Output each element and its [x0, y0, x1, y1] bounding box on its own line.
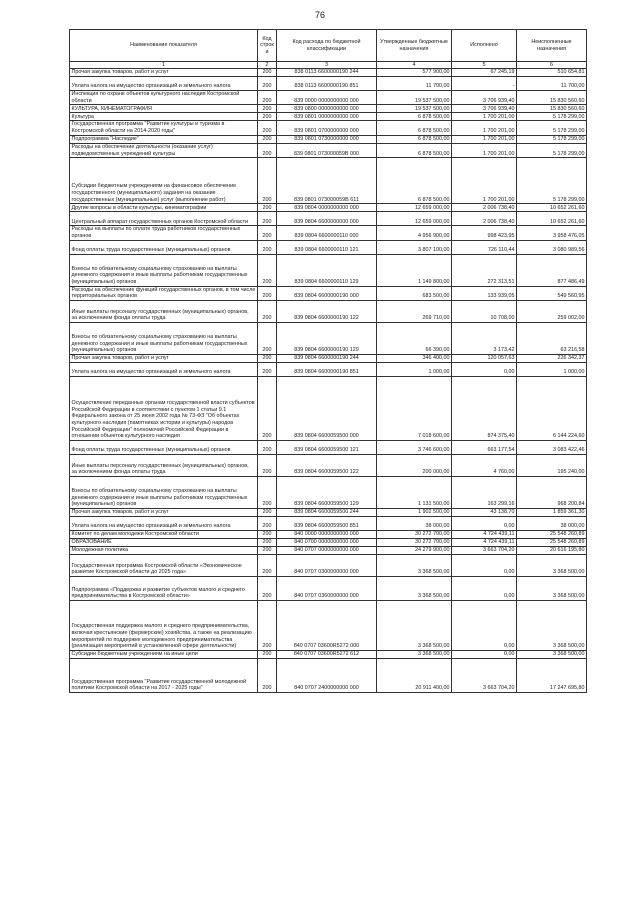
approved-amount-cell: 3 746 600,00 — [377, 441, 452, 455]
budget-classification-cell: 839 0804 6600000190 122 — [277, 301, 377, 323]
table-row — [70, 517, 587, 531]
column-number: 1 — [70, 62, 258, 69]
remaining-amount-cell: 63 216,58 — [517, 323, 587, 355]
budget-classification-cell: 840 0700 0000000000 000 — [277, 539, 377, 547]
indicator-name-cell: Иные выплаты персоналу государственных (муниципальных) органов, за исключением фонда оплаты труда — [70, 455, 258, 477]
table-row — [70, 204, 587, 212]
indicator-name-cell: Подпрограмма "Наследие" — [70, 135, 258, 143]
table-row — [70, 121, 587, 135]
executed-amount-cell: 0,00 — [452, 601, 517, 651]
row-code-cell: 200 — [258, 240, 277, 254]
remaining-amount-cell: 5 178 299,00 — [517, 121, 587, 135]
executed-amount-cell: 1 700 201,00 — [452, 135, 517, 143]
indicator-name-cell: Государственная программа Костромской области «Экономическое развитие Костромской области до 2025 года» — [70, 555, 258, 577]
row-code-cell: 200 — [258, 212, 277, 226]
row-code-cell: 200 — [258, 441, 277, 455]
indicator-name-cell: Государственная программа "Развитие государственной молодежной политики Костромской области на 2017 - 2025 годы" — [70, 659, 258, 693]
remaining-amount-cell: 5 178 299,00 — [517, 113, 587, 121]
approved-amount-cell: 12 659 000,00 — [377, 204, 452, 212]
column-number: 2 — [258, 62, 277, 69]
remaining-amount-cell: 5 178 299,00 — [517, 158, 587, 204]
row-code-cell: 200 — [258, 323, 277, 355]
row-code-cell: 200 — [258, 363, 277, 377]
row-code-cell: 200 — [258, 226, 277, 240]
row-code-cell: 200 — [258, 135, 277, 143]
table-row — [70, 113, 587, 121]
row-code-cell: 200 — [258, 377, 277, 441]
indicator-name-cell: Расходы на обеспечение функций государственных органов, в том числе территориальных органов — [70, 286, 258, 300]
row-code-cell: 200 — [258, 69, 277, 77]
indicator-name-cell: Взносы по обязательному социальному страхованию на выплаты денежного содержания и иные выплаты работникам государственных (муниципальных) органов — [70, 477, 258, 509]
indicator-name-cell: Иные выплаты персоналу государственных (муниципальных) органов, за исключением фонда оплаты труда — [70, 301, 258, 323]
table-row — [70, 441, 587, 455]
table-row — [70, 254, 587, 286]
row-code-cell: 200 — [258, 601, 277, 651]
budget-classification-cell: 839 0804 6600059500 121 — [277, 441, 377, 455]
approved-amount-cell: 11 700,00 — [377, 77, 452, 91]
executed-amount-cell: 726 110,44 — [452, 240, 517, 254]
indicator-name-cell: Взносы по обязательному социальному страхованию на выплаты денежного содержания и иные выплаты работникам государственных (муниципальных) органов — [70, 254, 258, 286]
table-row — [70, 455, 587, 477]
remaining-amount-cell: 3 083 422,46 — [517, 441, 587, 455]
budget-classification-cell: 839 0804 6600059500 244 — [277, 509, 377, 517]
budget-classification-cell: 839 0800 0000000000 000 — [277, 105, 377, 113]
column-number: 3 — [277, 62, 377, 69]
budget-classification-cell: 839 0804 6600000110 121 — [277, 240, 377, 254]
row-code-cell: 200 — [258, 455, 277, 477]
indicator-name-cell: ОБРАЗОВАНИЕ — [70, 539, 258, 547]
executed-amount-cell: 1 700 201,00 — [452, 158, 517, 204]
budget-classification-cell: 839 0804 6600000190 000 — [277, 286, 377, 300]
indicator-name-cell: Другие вопросы в области культуры, кинематографии — [70, 204, 258, 212]
row-code-cell: 200 — [258, 77, 277, 91]
budget-report-table — [69, 29, 587, 693]
remaining-amount-cell: 549 560,95 — [517, 286, 587, 300]
header-remaining: Неисполненные назначения — [517, 30, 587, 62]
table-row — [70, 69, 587, 77]
executed-amount-cell: 0,00 — [452, 517, 517, 531]
indicator-name-cell: Расходы на выплаты по оплате труда работников государственных органов — [70, 226, 258, 240]
remaining-amount-cell: 3 368 500,00 — [517, 577, 587, 601]
row-code-cell: 200 — [258, 547, 277, 555]
approved-amount-cell: 66 390,00 — [377, 323, 452, 355]
budget-classification-cell: 839 0801 0730000000 000 — [277, 135, 377, 143]
executed-amount-cell: 2 006 738,40 — [452, 212, 517, 226]
budget-classification-cell: 839 0804 6600059500 129 — [277, 477, 377, 509]
remaining-amount-cell: 10 652 261,60 — [517, 204, 587, 212]
indicator-name-cell: Взносы по обязательному социальному страхованию на выплаты денежного содержания и иные выплаты работникам государственных (муниципальных) органов — [70, 323, 258, 355]
indicator-name-cell: Культура — [70, 113, 258, 121]
indicator-name-cell: Государственная поддержка малого и среднего предпринимательства, включая крестьянские (фермерские) хозяйства, а также на реализацию мероприятий по поддержке молодежного предпринимательства (реализация мероприятий в установленной сфере деятельности) — [70, 601, 258, 651]
row-code-cell: 200 — [258, 113, 277, 121]
approved-amount-cell: 30 272 700,00 — [377, 539, 452, 547]
remaining-amount-cell: 3 368 500,00 — [517, 555, 587, 577]
approved-amount-cell: 269 710,00 — [377, 301, 452, 323]
table-row — [70, 531, 587, 539]
table-row — [70, 158, 587, 204]
budget-classification-cell: 838 0113 6600000190 851 — [277, 77, 377, 91]
executed-amount-cell: 3 706 939,40 — [452, 105, 517, 113]
row-code-cell: 200 — [258, 531, 277, 539]
budget-classification-cell: 840 0707 0360000000 000 — [277, 577, 377, 601]
approved-amount-cell: 19 537 500,00 — [377, 91, 452, 105]
remaining-amount-cell: 968 200,84 — [517, 477, 587, 509]
header-indicator-name: Наименование показателя — [70, 30, 258, 62]
approved-amount-cell: 12 659 000,00 — [377, 212, 452, 226]
remaining-amount-cell: 6 144 224,60 — [517, 377, 587, 441]
approved-amount-cell: 19 537 500,00 — [377, 105, 452, 113]
approved-amount-cell: 3 368 500,00 — [377, 577, 452, 601]
row-code-cell: 200 — [258, 539, 277, 547]
row-code-cell: 200 — [258, 301, 277, 323]
approved-amount-cell: 24 279 900,00 — [377, 547, 452, 555]
executed-amount-cell: 874 375,40 — [452, 377, 517, 441]
approved-amount-cell: 30 272 700,00 — [377, 531, 452, 539]
remaining-amount-cell: 195 240,00 — [517, 455, 587, 477]
executed-amount-cell: 663 177,54 — [452, 441, 517, 455]
indicator-name-cell: Прочая закупка товаров, работ и услуг — [70, 69, 258, 77]
table-row — [70, 363, 587, 377]
executed-amount-cell: 1 700 201,00 — [452, 143, 517, 157]
remaining-amount-cell: 259 002,00 — [517, 301, 587, 323]
budget-classification-cell: 839 0804 6600000110 000 — [277, 226, 377, 240]
header-approved: Утвержденные бюджетные назначения — [377, 30, 452, 62]
table-row — [70, 477, 587, 509]
approved-amount-cell: 1 131 500,00 — [377, 477, 452, 509]
indicator-name-cell: Центральный аппарат государственных органов Костромской области — [70, 212, 258, 226]
table-row — [70, 91, 587, 105]
budget-classification-cell: 839 0804 6600059500 000 — [277, 377, 377, 441]
executed-amount-cell: 120 057,63 — [452, 355, 517, 363]
indicator-name-cell: Субсидии бюджетным учреждениям на финансовое обеспечение государственного (муниципального) задания на оказание государственных (муниципальных) услуг (выполнение работ) — [70, 158, 258, 204]
table-row — [70, 240, 587, 254]
row-code-cell: 200 — [258, 204, 277, 212]
column-number: 6 — [517, 62, 587, 69]
executed-amount-cell: 43 138,70 — [452, 509, 517, 517]
budget-classification-cell: 839 0804 6600000110 129 — [277, 254, 377, 286]
remaining-amount-cell: 3 368 500,00 — [517, 601, 587, 651]
approved-amount-cell: 6 878 500,00 — [377, 158, 452, 204]
remaining-amount-cell: 25 548 260,89 — [517, 539, 587, 547]
row-code-cell: 200 — [258, 477, 277, 509]
header-budget-classification: Код расхода по бюджетной классификации — [277, 30, 377, 62]
approved-amount-cell: 6 878 500,00 — [377, 113, 452, 121]
approved-amount-cell: 6 878 500,00 — [377, 121, 452, 135]
executed-amount-cell: 3 663 704,20 — [452, 547, 517, 555]
approved-amount-cell: 1 902 500,00 — [377, 509, 452, 517]
indicator-name-cell: Фонд оплаты труда государственных (муниципальных) органов — [70, 441, 258, 455]
table-body — [70, 69, 587, 693]
row-code-cell: 200 — [258, 659, 277, 693]
table-row — [70, 286, 587, 300]
indicator-name-cell: Осуществление переданных органам государственной власти субъектов Российской Федерации в соответствии с пунктом 1 статьи 9.1 Федерального закона от 25 июня 2002 года № 73-ФЗ "Об объектах культурного наследия (памятниках истории и культуры) народов Российской Федерации" полномочий Российской Федерации в отношении объектов культурного наследия — [70, 377, 258, 441]
executed-amount-cell: 0,00 — [452, 363, 517, 377]
table-row — [70, 651, 587, 659]
table-row — [70, 77, 587, 91]
remaining-amount-cell: 226 342,37 — [517, 355, 587, 363]
budget-classification-cell: 840 0707 03600R5272 000 — [277, 601, 377, 651]
budget-classification-cell: 839 0804 6600000000 000 — [277, 212, 377, 226]
approved-amount-cell: 200 000,00 — [377, 455, 452, 477]
row-code-cell: 200 — [258, 555, 277, 577]
executed-amount-cell: 163 299,16 — [452, 477, 517, 509]
budget-classification-cell: 840 0000 0000000000 000 — [277, 531, 377, 539]
remaining-amount-cell: 15 830 560,60 — [517, 91, 587, 105]
row-code-cell: 200 — [258, 91, 277, 105]
remaining-amount-cell: 877 486,49 — [517, 254, 587, 286]
row-code-cell: 200 — [258, 517, 277, 531]
header-row-code: Код строк и — [258, 30, 277, 62]
approved-amount-cell: 7 018 600,00 — [377, 377, 452, 441]
approved-amount-cell: 1 000,00 — [377, 363, 452, 377]
budget-classification-cell: 838 0113 6600000190 244 — [277, 69, 377, 77]
remaining-amount-cell: 5 178 299,00 — [517, 143, 587, 157]
table-row — [70, 659, 587, 693]
remaining-amount-cell: 3 080 989,56 — [517, 240, 587, 254]
budget-classification-cell: 840 0707 0000000000 000 — [277, 547, 377, 555]
remaining-amount-cell: 20 616 195,80 — [517, 547, 587, 555]
remaining-amount-cell: 17 247 695,80 — [517, 659, 587, 693]
executed-amount-cell: 10 708,00 — [452, 301, 517, 323]
row-code-cell: 200 — [258, 286, 277, 300]
indicator-name-cell: Субсидии бюджетным учреждениям на иные цели — [70, 651, 258, 659]
remaining-amount-cell: 5 178 299,00 — [517, 135, 587, 143]
approved-amount-cell: 683 500,00 — [377, 286, 452, 300]
row-code-cell: 200 — [258, 105, 277, 113]
approved-amount-cell: 3 368 500,00 — [377, 601, 452, 651]
executed-amount-cell: 2 006 738,40 — [452, 204, 517, 212]
indicator-name-cell: Инспекция по охране объектов культурного наследия Костромской области — [70, 91, 258, 105]
table-row — [70, 555, 587, 577]
approved-amount-cell: 577 900,00 — [377, 69, 452, 77]
table-row — [70, 301, 587, 323]
approved-amount-cell: 346 400,00 — [377, 355, 452, 363]
row-code-cell: 200 — [258, 509, 277, 517]
table-row — [70, 212, 587, 226]
executed-amount-cell: 1 700 201,00 — [452, 121, 517, 135]
budget-classification-cell: 840 0707 2400000000 000 — [277, 659, 377, 693]
budget-classification-cell: 839 0804 6600000190 851 — [277, 363, 377, 377]
budget-classification-cell: 839 0804 6600059500 851 — [277, 517, 377, 531]
budget-classification-cell: 839 0804 6600059500 122 — [277, 455, 377, 477]
executed-amount-cell: 3 706 939,40 — [452, 91, 517, 105]
row-code-cell: 200 — [258, 158, 277, 204]
executed-amount-cell: 133 939,05 — [452, 286, 517, 300]
remaining-amount-cell: 1 859 361,30 — [517, 509, 587, 517]
indicator-name-cell: Государственная программа "Развитие культуры и туризма в Костромской области на 2014-2020 годы" — [70, 121, 258, 135]
approved-amount-cell: 38 000,00 — [377, 517, 452, 531]
indicator-name-cell: Прочая закупка товаров, работ и услуг — [70, 355, 258, 363]
indicator-name-cell: Прочая закупка товаров, работ и услуг — [70, 509, 258, 517]
executed-amount-cell: 4 724 439,11 — [452, 539, 517, 547]
executed-amount-cell: - — [452, 77, 517, 91]
remaining-amount-cell: 11 700,00 — [517, 77, 587, 91]
remaining-amount-cell: 10 652 261,60 — [517, 212, 587, 226]
approved-amount-cell: 20 911 400,00 — [377, 659, 452, 693]
table-header-row — [70, 30, 587, 62]
approved-amount-cell: 4 956 900,00 — [377, 226, 452, 240]
approved-amount-cell: 1 149 800,00 — [377, 254, 452, 286]
executed-amount-cell: 4 760,00 — [452, 455, 517, 477]
executed-amount-cell: 3 663 704,20 — [452, 659, 517, 693]
executed-amount-cell: 998 423,95 — [452, 226, 517, 240]
budget-classification-cell: 839 0801 073000059B 611 — [277, 158, 377, 204]
executed-amount-cell: 1 700 201,00 — [452, 113, 517, 121]
indicator-name-cell: КУЛЬТУРА, КИНЕМАТОГРАФИЯ — [70, 105, 258, 113]
indicator-name-cell: Фонд оплаты труда государственных (муниципальных) органов — [70, 240, 258, 254]
budget-classification-cell: 840 0707 03600R5272 612 — [277, 651, 377, 659]
remaining-amount-cell: 3 368 500,00 — [517, 651, 587, 659]
remaining-amount-cell: 510 654,81 — [517, 69, 587, 77]
row-code-cell: 200 — [258, 254, 277, 286]
row-code-cell: 200 — [258, 577, 277, 601]
approved-amount-cell: 3 368 500,00 — [377, 555, 452, 577]
table-row — [70, 547, 587, 555]
table-row — [70, 509, 587, 517]
budget-classification-cell: 839 0801 0000000000 000 — [277, 113, 377, 121]
row-code-cell: 200 — [258, 121, 277, 135]
indicator-name-cell: Подпрограмма «Поддержка и развитие субъектов малого и среднего предпринимательства в Костромской области» — [70, 577, 258, 601]
table-row — [70, 135, 587, 143]
approved-amount-cell: 3 368 500,00 — [377, 651, 452, 659]
remaining-amount-cell: 38 000,00 — [517, 517, 587, 531]
executed-amount-cell: 4 724 439,11 — [452, 531, 517, 539]
indicator-name-cell: Комитет по делам молодежи Костромской области — [70, 531, 258, 539]
executed-amount-cell: 0,00 — [452, 577, 517, 601]
table-row — [70, 601, 587, 651]
indicator-name-cell: Уплата налога на имущество организаций и земельного налога — [70, 77, 258, 91]
budget-classification-cell: 839 0804 0000000000 000 — [277, 204, 377, 212]
executed-amount-cell: 0,00 — [452, 555, 517, 577]
column-number-row — [70, 62, 587, 69]
indicator-name-cell: Молодежная политика — [70, 547, 258, 555]
remaining-amount-cell: 3 958 476,05 — [517, 226, 587, 240]
remaining-amount-cell: 25 548 260,89 — [517, 531, 587, 539]
table-row — [70, 105, 587, 113]
budget-classification-cell: 839 0801 0700000000 000 — [277, 121, 377, 135]
table-row — [70, 143, 587, 157]
executed-amount-cell: 272 313,51 — [452, 254, 517, 286]
approved-amount-cell: 6 878 500,00 — [377, 135, 452, 143]
column-number: 5 — [452, 62, 517, 69]
executed-amount-cell: 0,00 — [452, 651, 517, 659]
row-code-cell: 200 — [258, 651, 277, 659]
page-number: 76 — [314, 10, 325, 20]
indicator-name-cell: Расходы на обеспечение деятельности (оказание услуг) подведомственных учреждений культуры — [70, 143, 258, 157]
table-row — [70, 539, 587, 547]
table-row — [70, 577, 587, 601]
budget-classification-cell: 839 0801 073000059B 000 — [277, 143, 377, 157]
table-row — [70, 377, 587, 441]
executed-amount-cell: 67 245,19 — [452, 69, 517, 77]
remaining-amount-cell: 15 830 560,60 — [517, 105, 587, 113]
table-row — [70, 355, 587, 363]
row-code-cell: 200 — [258, 143, 277, 157]
table-row — [70, 323, 587, 355]
remaining-amount-cell: 1 000,00 — [517, 363, 587, 377]
budget-classification-cell: 839 0804 6600000190 244 — [277, 355, 377, 363]
indicator-name-cell: Уплата налога на имущество организаций и земельного налога — [70, 363, 258, 377]
indicator-name-cell: Уплата налога на имущество организаций и земельного налога — [70, 517, 258, 531]
approved-amount-cell: 6 878 500,00 — [377, 143, 452, 157]
header-executed: Исполнено — [452, 30, 517, 62]
column-number: 4 — [377, 62, 452, 69]
row-code-cell: 200 — [258, 355, 277, 363]
budget-classification-cell: 839 0000 0000000000 000 — [277, 91, 377, 105]
budget-classification-cell: 839 0804 6600000190 129 — [277, 323, 377, 355]
budget-classification-cell: 840 0707 0300000000 000 — [277, 555, 377, 577]
table-row — [70, 226, 587, 240]
executed-amount-cell: 3 173,42 — [452, 323, 517, 355]
approved-amount-cell: 3 807 100,00 — [377, 240, 452, 254]
